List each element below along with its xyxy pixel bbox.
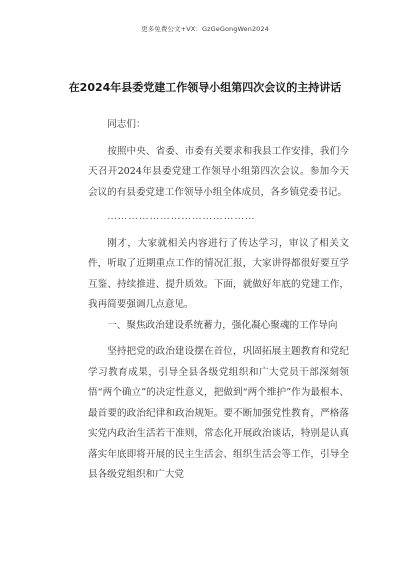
- greeting: 同志们：: [107, 119, 146, 130]
- ellipsis-separator: ……………………………………: [107, 211, 256, 222]
- header-note: 更多免费公文+VX：GzGeGongWen2024: [141, 25, 269, 33]
- section-heading-1: 一、聚焦政治建设系统蓄力，强化凝心聚魂的工作导向: [107, 319, 338, 331]
- paragraph-intro: 按照中央、省委、市委有关要求和我县工作安排，我们今天召开2024年县委党建工作领导小组第四次会议。参加今天会议的有县委党建工作领导小组全体成员，各乡镇党委书记。: [88, 145, 349, 198]
- document-body: [88, 115, 349, 486]
- document-title: 在2024年县委党建工作领导小组第四次会议的主持讲话: [68, 81, 342, 94]
- paragraph-summary: 刚才，大家就相关内容进行了传达学习，审议了相关文件，听取了近期重点工作的情况汇报，大家讲得都很好要互学互鉴、持续推进、提升质效。下面，就做好年底的党建工作，我再简要强调几点意见。: [88, 237, 349, 310]
- paragraph-section-1: 坚持把党的政治建设摆在首位，巩固拓展主题教育和党纪学习教育成果，引导全县各级党组织和广大党员干部深刻领悟“两个确立”的决定性意义，把做到“两个维护”作为最根本、最首要的政治纪律和政治规矩。要不断加强党性教育，严格落实党内政治生活若干准则，常态化开展政治谈话，特别是认真落实年底即将开展的民主生活会、组织生活会等工作，引导全县各级党组织和广大党: [88, 346, 349, 480]
